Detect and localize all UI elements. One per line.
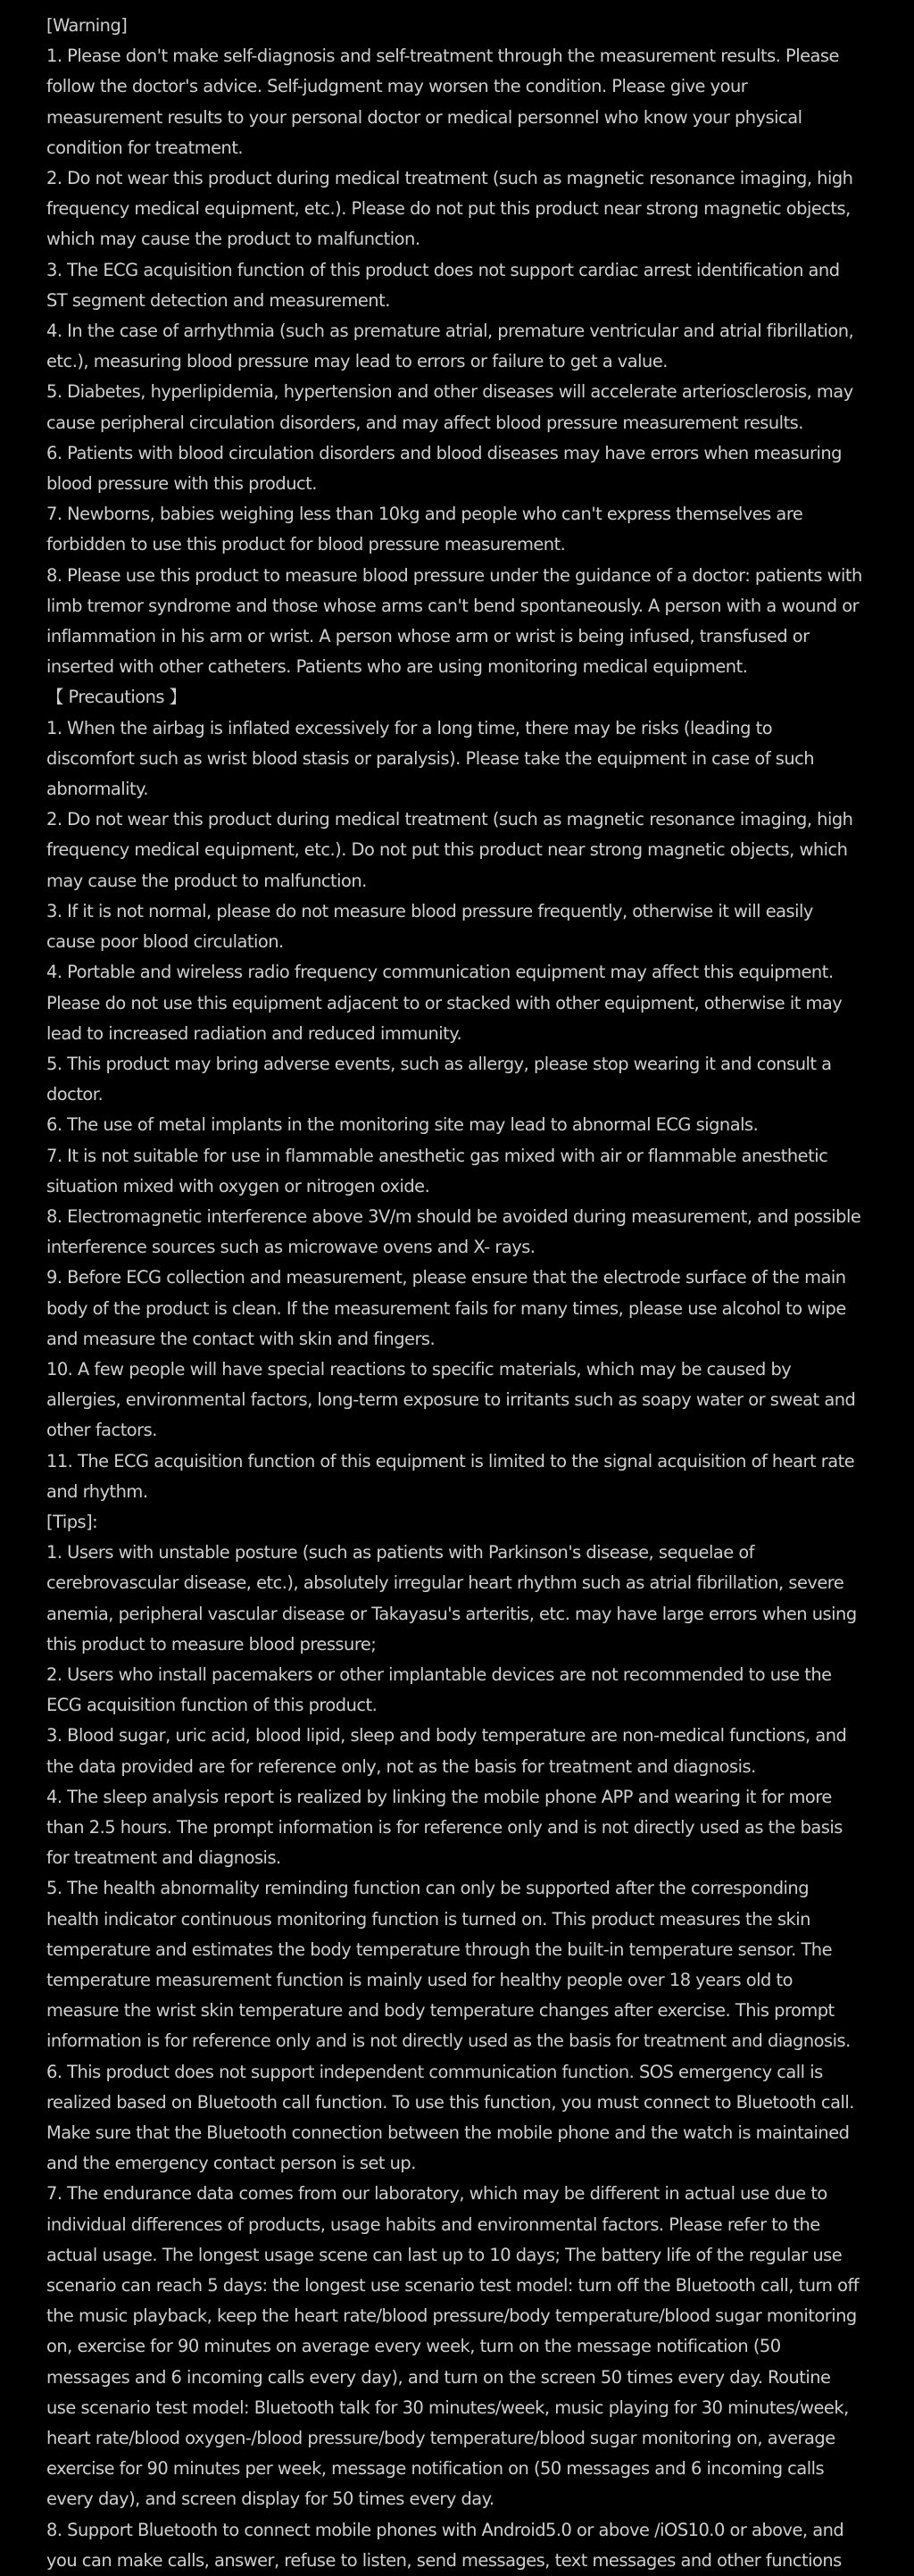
notice-paragraph: 2. Do not wear this product during medical treatment (such as magnetic resonance imaging, high frequency medical equipment, etc.). Please do not put this product near strong magnetic objects, which may cause the product to malfunction. xyxy=(46,168,853,250)
notice-paragraph: 1. Please don't make self-diagnosis and self-treatment through the measurement results. Please follow the doctor's advice. Self-judgment may worsen the condition. Please give your measurement results to your personal doctor or medical personnel who know your physical condition for treatment. xyxy=(46,46,839,158)
notice-paragraph: 5. The health abnormality reminding function can only be supported after the corresponding health indicator continuous monitoring function is turned on. This product measures the skin temperature and estimates the body temperature through the built-in temperature sensor. The temperature measurement function is mainly used for healthy people over 18 years old to measure the wrist skin temperature and body temperature changes after exercise. This prompt information is for reference only and is not directly used as the basis for treatment and diagnosis. xyxy=(46,1878,851,2052)
notice-paragraph: 1. Users with unstable posture (such as patients with Parkinson's disease, sequelae of cerebrovascular disease, etc.), absolutely irregular heart rhythm such as atrial fibrillation, severe anemia, peripheral vascular disease or Takayasu's arteritis, etc. may have large errors when using this product to measure blood pressure; xyxy=(46,1542,857,1655)
notice-paragraph: 8. Please use this product to measure blood pressure under the guidance of a doctor: patients with limb tremor syndrome and those whose arms can't bend spontaneously. A person with a wound or inflammation in his arm or wrist. A person whose arm or wrist is being infused, transfused or inserted with other catheters. Patients who are using monitoring medical equipment. xyxy=(46,564,862,678)
notice-paragraph: 7. It is not suitable for use in flammable anesthetic gas mixed with air or flammable anesthetic situation mixed with oxygen or nitrogen oxide. xyxy=(46,1145,828,1196)
notice-paragraph: 4. Portable and wireless radio frequency communication equipment may affect this equipment. Please do not use this equipment adjacent to or stacked with other equipment, otherwise it may lead to increased radiation and reduced immunity. xyxy=(46,962,843,1044)
notice-paragraph: 10. A few people will have special reactions to specific materials, which may be caused by allergies, environmental factors, long-term exposure to irritants such as soapy water or sweat and other factors. xyxy=(46,1358,856,1441)
notice-paragraph: 11. The ECG acquisition function of this equipment is limited to the signal acquisition of heart rate and rhythm. xyxy=(46,1450,855,1502)
notice-paragraph: 7. Newborns, babies weighing less than 10kg and people who can't express themselves are forbidden to use this product for blood pressure measurement. xyxy=(46,504,803,555)
section-heading: [Warning] xyxy=(46,15,128,36)
notice-paragraph: 9. Before ECG collection and measurement, please ensure that the electrode surface of the main body of the product is clean. If the measurement fails for many times, please use alcohol to wipe and measure the contact with skin and fingers. xyxy=(46,1267,846,1349)
product-notice-text xyxy=(46,11,863,2576)
notice-paragraph: 3. If it is not normal, please do not measure blood pressure frequently, otherwise it will easily cause poor blood circulation. xyxy=(46,900,813,953)
notice-paragraph: 5. Diabetes, hyperlipidemia, hypertension and other diseases will accelerate arteriosclerosis, may cause peripheral circulation disorders, and may affect blood pressure measurement results. xyxy=(46,381,853,433)
notice-paragraph: 6. This product does not support independent communication function. SOS emergency call is realized based on Bluetooth call function. To use this function, you must connect to Bluetooth call. Make sure that the Bluetooth connection between the mobile phone and the watch is maintained and the emergency contact person is set up. xyxy=(46,2061,854,2174)
section-heading: 【 Precautions 】 xyxy=(46,687,187,708)
notice-paragraph: 4. The sleep analysis report is realized by linking the mobile phone APP and wearing it for more than 2.5 hours. The prompt information is for reference only and is not directly used as the basis for treatment and diagnosis. xyxy=(46,1786,843,1869)
notice-paragraph: 8. Electromagnetic interference above 3V/m should be avoided during measurement, and possible interference sources such as microwave ovens and X- rays. xyxy=(46,1205,861,1258)
notice-paragraph: 2. Users who install pacemakers or other implantable devices are not recommended to use the ECG acquisition function of this product. xyxy=(46,1663,832,1716)
notice-paragraph: 8. Support Bluetooth to connect mobile phones with Android5.0 or above /iOS10.0 or above, and you can make calls, answer, refuse to listen, send messages, text messages and other functions xyxy=(46,2519,844,2571)
notice-paragraph: 1. When the airbag is inflated excessively for a long time, there may be risks (leading to discomfort such as wrist blood stasis or paralysis). Please take the equipment in case of such abnormality. xyxy=(46,717,815,800)
notice-paragraph: 3. Blood sugar, uric acid, blood lipid, sleep and body temperature are non-medical functions, and the data provided are for reference only, not as the basis for treatment and diagnosis. xyxy=(46,1725,847,1777)
notice-paragraph: 7. The endurance data comes from our laboratory, which may be different in actual use due to individual differences of products, usage habits and environmental factors. Please refer to the actual usage. The longest usage scene can last up to 10 days; The battery life of the regular use scenario can reach 5 days: the longest use scenario test model: turn off the Bluetooth call, turn off the music playback, keep the heart rate/blood pressure/body temperature/blood sugar monitoring on, exercise for 90 minutes on average every week, turn on the message notification (50 messages and 6 incoming calls every day), and turn on the screen 50 times every day. Routine use scenario test model: Bluetooth talk for 30 minutes/week, music playing for 30 minutes/week, heart rate/blood oxygen-/blood pressure/body temperature/blood sugar monitoring on, average exercise for 90 minutes per week, message notification on (50 messages and 6 incoming calls every day), and screen display for 50 times every day. xyxy=(46,2183,860,2510)
notice-paragraph: 6. Patients with blood circulation disorders and blood diseases may have errors when measuring blood pressure with this product. xyxy=(46,442,842,495)
notice-paragraph: 4. In the case of arrhythmia (such as premature atrial, premature ventricular and atrial fibrillation, etc.), measuring blood pressure may lead to errors or failure to get a value. xyxy=(46,321,854,372)
notice-paragraph: 2. Do not wear this product during medical treatment (such as magnetic resonance imaging, high frequency medical equipment, etc.). Do not put this product near strong magnetic objects, which may cause the product to malfunction. xyxy=(46,809,853,891)
section-heading: [Tips]: xyxy=(46,1511,98,1532)
notice-paragraph: 6. The use of metal implants in the monitoring site may lead to abnormal ECG signals. xyxy=(46,1114,759,1136)
notice-paragraph: 5. This product may bring adverse events, such as allergy, please stop wearing it and consult a doctor. xyxy=(46,1053,832,1105)
notice-paragraph: 3. The ECG acquisition function of this product does not support cardiac arrest identification and ST segment detection and measurement. xyxy=(46,259,840,311)
